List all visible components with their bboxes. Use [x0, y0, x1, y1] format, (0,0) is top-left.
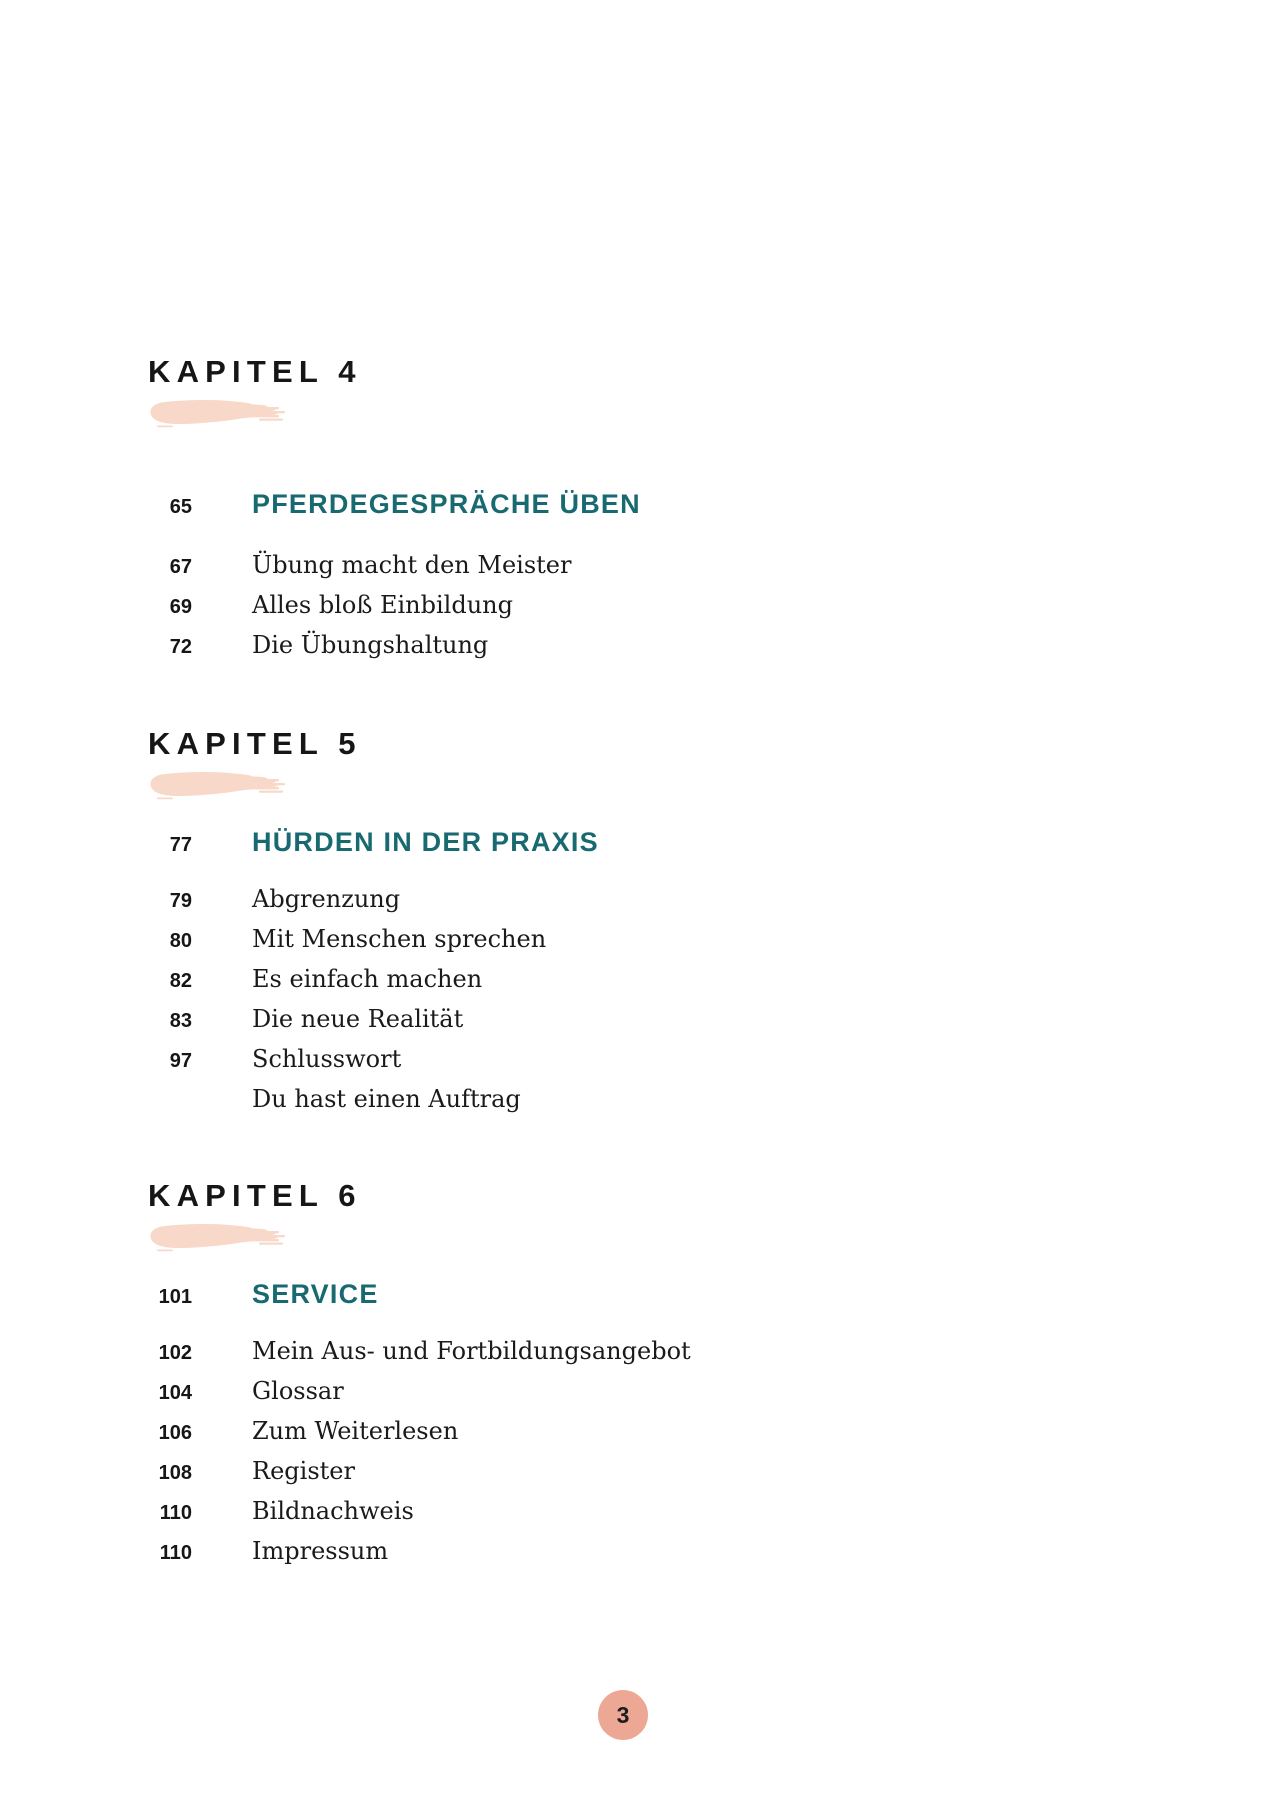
brush-stroke-decoration: [149, 771, 289, 801]
page-number-cell: 83: [169, 1010, 192, 1032]
section-title: HÜRDEN IN DER PRAXIS: [252, 827, 599, 857]
page-number-cell: 79: [169, 890, 192, 912]
entry-title: Übung macht den Meister: [252, 551, 572, 579]
entry-title: Schlusswort: [252, 1045, 402, 1073]
page-number-cell: 69: [169, 596, 192, 618]
toc-row: [148, 586, 1048, 626]
brush-stroke-decoration: [149, 399, 289, 429]
page-number-cell: 65: [169, 496, 192, 518]
page-number-cell: 108: [158, 1462, 192, 1484]
brush-stroke-decoration: [149, 1223, 289, 1253]
section-title: SERVICE: [252, 1279, 379, 1309]
page-number-cell: 97: [169, 1050, 192, 1072]
page-number-badge: [598, 1690, 648, 1740]
entry-title: Die Übungshaltung: [252, 631, 489, 659]
toc-list: [148, 823, 1048, 1118]
entry-title: Zum Weiterlesen: [252, 1417, 459, 1445]
toc-content: [148, 0, 1048, 1572]
toc-row: [148, 1492, 1048, 1532]
toc-row: [148, 1332, 1048, 1372]
toc-list: [148, 1275, 1048, 1572]
chapter-heading: KAPITEL 6: [148, 1178, 362, 1213]
page-number-cell: 82: [169, 970, 192, 992]
entry-title: Du hast einen Auftrag: [252, 1085, 521, 1113]
toc-row: [148, 1372, 1048, 1412]
toc-row: [148, 1412, 1048, 1452]
entry-title: Impressum: [252, 1537, 389, 1565]
toc-row: [148, 880, 1048, 920]
entry-title: Register: [252, 1457, 355, 1485]
entry-title: Abgrenzung: [252, 885, 401, 913]
entry-title: Die neue Realität: [252, 1005, 464, 1033]
page-number-cell: 110: [159, 1542, 192, 1564]
toc-list: [148, 485, 1048, 666]
chapter-heading: KAPITEL 5: [148, 726, 362, 761]
chapter-heading: KAPITEL 4: [148, 354, 362, 389]
page-number-cell: 106: [158, 1422, 192, 1444]
entry-title: Es einfach machen: [252, 965, 483, 993]
toc-row: [148, 1000, 1048, 1040]
entry-title: Mein Aus- und Fortbildungsangebot: [252, 1337, 691, 1365]
toc-row: [148, 1452, 1048, 1492]
page-number-cell: 77: [169, 834, 192, 856]
entry-title: Mit Menschen sprechen: [252, 925, 547, 953]
chapter-section-4: [148, 356, 1048, 666]
toc-row: [148, 960, 1048, 1000]
page-number-cell: 67: [169, 556, 192, 578]
toc-row: [148, 920, 1048, 960]
toc-row: [148, 1532, 1048, 1572]
toc-row: [148, 1080, 1048, 1118]
page-number-cell: 104: [158, 1382, 192, 1404]
page-number-cell: 102: [158, 1342, 192, 1364]
page-number-cell: 110: [159, 1502, 192, 1524]
toc-row: [148, 1040, 1048, 1080]
page-number-cell: 101: [158, 1286, 192, 1308]
entry-title: Bildnachweis: [252, 1497, 414, 1525]
toc-section-head: [148, 485, 1048, 526]
chapter-section-5: [148, 728, 1048, 1118]
entry-title: Alles bloß Einbildung: [252, 591, 513, 619]
toc-section-head: [148, 823, 1048, 864]
toc-section-head: [148, 1275, 1048, 1316]
chapter-section-6: [148, 1180, 1048, 1572]
entry-title: Glossar: [252, 1377, 344, 1405]
section-title: PFERDEGESPRÄCHE ÜBEN: [252, 489, 641, 519]
toc-row: [148, 626, 1048, 666]
page-number-cell: 80: [169, 930, 192, 952]
toc-row: [148, 546, 1048, 586]
current-page-number: 3: [616, 1701, 630, 1728]
page-number-cell: 72: [169, 636, 192, 658]
